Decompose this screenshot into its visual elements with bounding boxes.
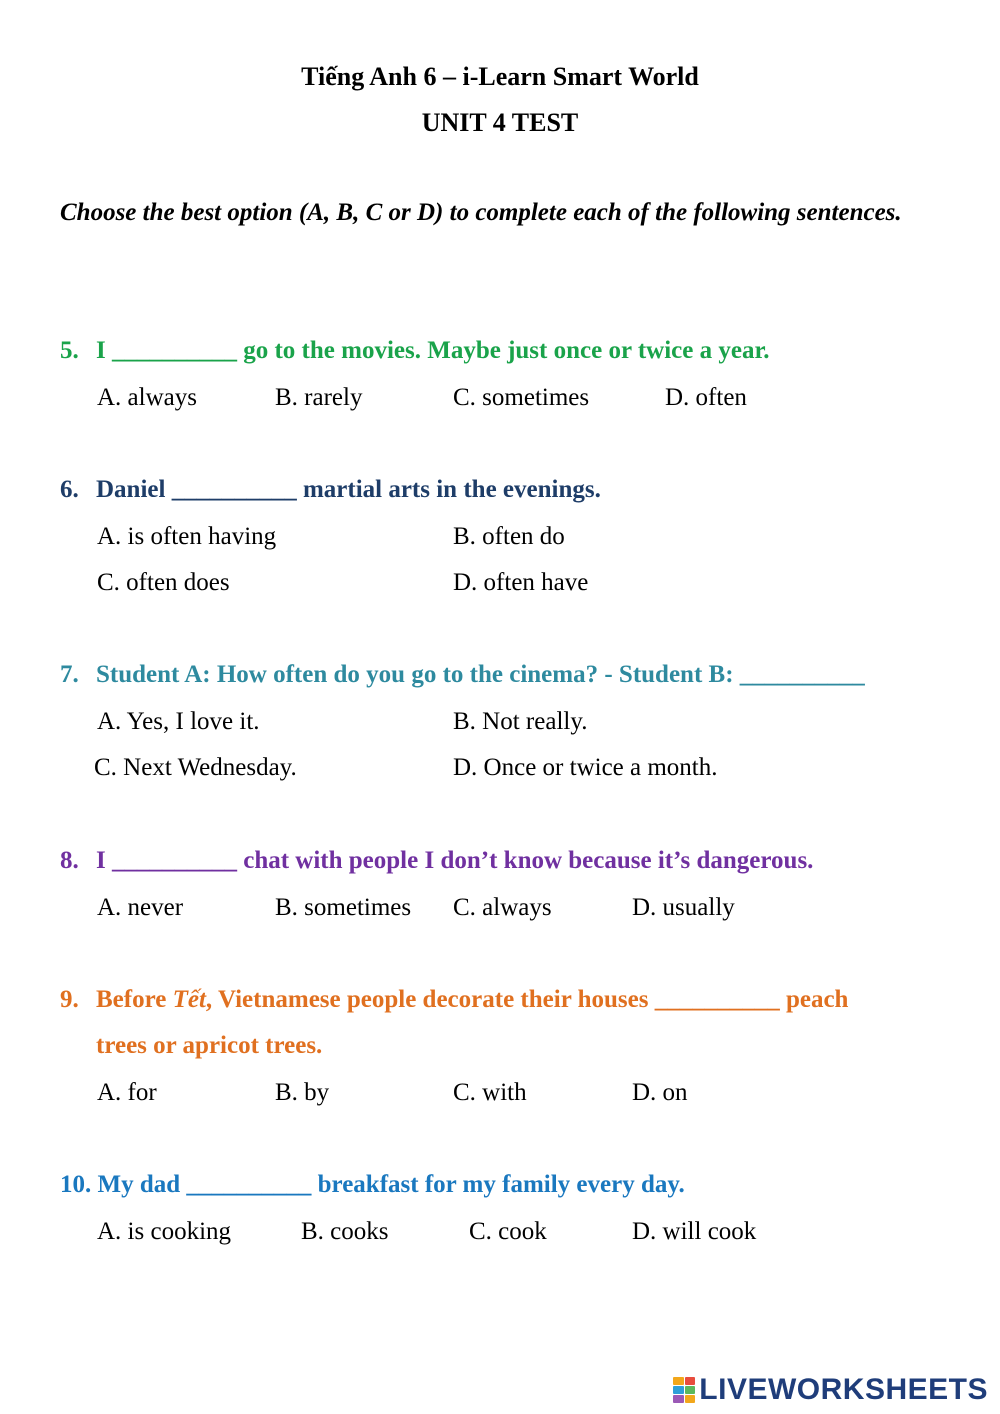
- question-text: I __________ go to the movies. Maybe just once or twice a year.: [96, 337, 770, 364]
- question-text-part: , Vietnamese people decorate their houses __________ peach: [205, 986, 849, 1013]
- question-text-line2: trees or apricot trees.: [96, 1032, 323, 1059]
- question-text-part: Before: [96, 986, 173, 1013]
- option-a[interactable]: A. is often having: [97, 523, 277, 550]
- liveworksheets-logo: [673, 1370, 988, 1410]
- option-a[interactable]: A. is cooking: [97, 1218, 232, 1245]
- option-a[interactable]: A. Yes, I love it.: [97, 708, 260, 735]
- option-b[interactable]: B. rarely: [275, 384, 363, 411]
- option-b[interactable]: B. often do: [453, 523, 565, 550]
- page-subtitle: UNIT 4 TEST: [421, 108, 579, 137]
- logo-blocks-icon: [673, 1377, 695, 1403]
- question-text-italic: Tết: [172, 986, 206, 1013]
- option-d[interactable]: D. on: [632, 1079, 688, 1106]
- logo-text: LIVEWORKSHEETS: [699, 1373, 988, 1406]
- option-a[interactable]: A. always: [97, 384, 197, 411]
- question-10: [60, 1171, 685, 1199]
- option-d[interactable]: D. will cook: [632, 1218, 757, 1245]
- option-a[interactable]: A. never: [97, 894, 184, 921]
- question-text: I __________ chat with people I don’t know because it’s dangerous.: [96, 847, 814, 874]
- option-c[interactable]: C. Next Wednesday.: [94, 754, 297, 781]
- option-a[interactable]: A. for: [97, 1079, 157, 1106]
- question-number: 6.: [60, 476, 79, 503]
- option-c[interactable]: C. with: [453, 1079, 527, 1106]
- question-number: 9.: [60, 986, 79, 1013]
- option-c[interactable]: C. always: [453, 894, 552, 921]
- option-b[interactable]: B. by: [275, 1079, 330, 1106]
- question-text: My dad __________ breakfast for my family every day.: [97, 1171, 685, 1198]
- option-c[interactable]: C. sometimes: [453, 384, 590, 411]
- question-text: [96, 986, 848, 1014]
- option-b[interactable]: B. cooks: [301, 1218, 389, 1245]
- question-text: Student A: How often do you go to the cinema? - Student B: __________: [96, 661, 865, 688]
- question-number: 8.: [60, 847, 79, 874]
- instructions: Choose the best option (A, B, C or D) to complete each of the following sentences.: [60, 199, 902, 226]
- option-d[interactable]: D. often have: [453, 569, 589, 596]
- question-number: 10.: [60, 1171, 92, 1198]
- page-title: Tiếng Anh 6 – i-Learn Smart World: [301, 62, 699, 91]
- option-b[interactable]: B. sometimes: [275, 894, 412, 921]
- option-b[interactable]: B. Not really.: [453, 708, 588, 735]
- option-d[interactable]: D. often: [665, 384, 747, 411]
- question-text: Daniel __________ martial arts in the evenings.: [96, 476, 601, 503]
- option-c[interactable]: C. cook: [469, 1218, 547, 1245]
- question-number: 5.: [60, 337, 79, 364]
- option-c[interactable]: C. often does: [97, 569, 230, 596]
- option-d[interactable]: D. Once or twice a month.: [453, 754, 718, 781]
- question-number: 7.: [60, 661, 79, 688]
- option-d[interactable]: D. usually: [632, 894, 735, 921]
